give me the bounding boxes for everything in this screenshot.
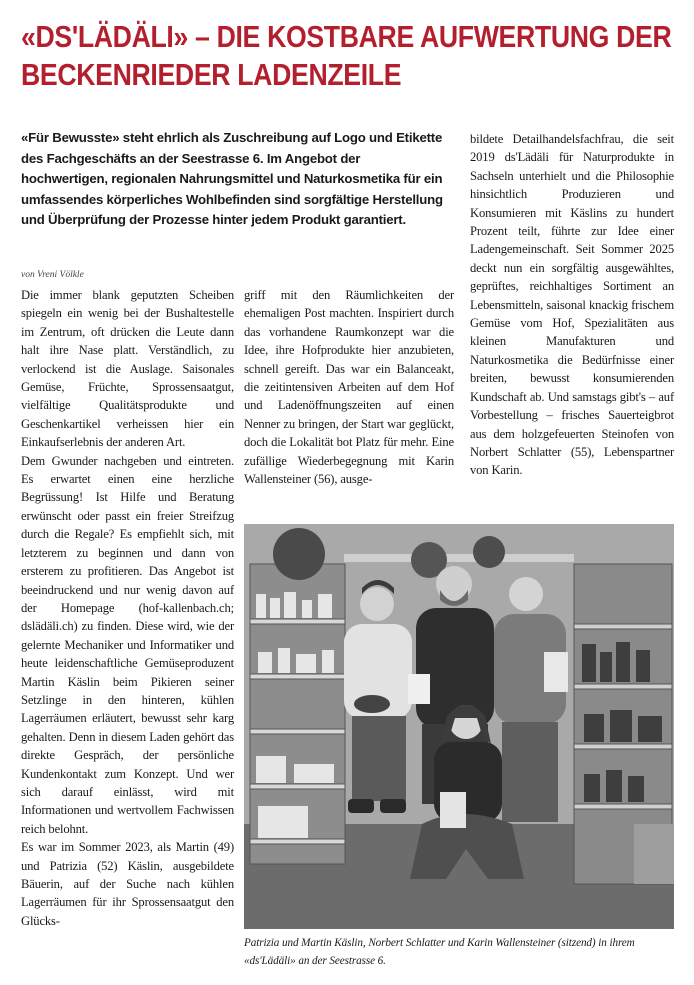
text-column-2: [244, 286, 454, 488]
body-paragraph: griff mit den Räumlichkeiten der ehemaligen Post machten. Inspiriert durch das vorhandene Raumkonzept war die Idee, ihre Hofprodukte hier anzubieten, schnell gereift. Das war ein Balanceakt, die zeitintensiven Arbeiten auf dem Hof und Ladenöffnungszeiten auf einen Nenner zu bringen, der Start war geglückt, doch die Lokalität bot Platz für mehr. Eine zufällige Wiederbegegnung mit Karin Wallensteiner (56), ausge-: [244, 288, 454, 487]
shop-photo: [244, 524, 674, 929]
lead-paragraph: «Für Bewusste» steht ehrlich als Zuschreibung auf Logo und Etikette des Fachgeschäfts an der Seestrasse 6. Im Angebot der hochwertigen, regionalen Nahrungsmittel und Naturkosmetika für ein umfassendes körperliches Wohlbefinden sind sorgfältige Herstellung und Überprüfung der Prozesse hinter jedem Produkt garantiert.: [21, 130, 443, 228]
body-paragraph: Dem Gwunder nachgeben und eintreten. Es erwartet einen eine herzliche Begrüssung! Ist Hilfe und Beratung erwünscht oder passt ein freier Streifzug durch die Regale? Es empfiehlt sich, mit letzterem zu beginnen und dann von ersterem zu profitieren. Das Angebot ist beeindruckend und nur wenig davon auf der Homepage (hof-kallenbach.ch; dslädäli.ch) zu finden. Diese wird, wie der gelernte Mechaniker und Informatiker und heute leidenschaftliche Gemüseproduzent Martin Käslin beim Pikieren seiner Setzlinge in den hinteren, kühlen Lagerräumen erläutert, bewusst sehr karg gehalten. Denn in diesem Laden gehört das direkte Gespräch, der persönliche Kundenkontakt zum Konzept. Und wer sich darauf einlässt, wird mit Informationen und wertvollem Fachwissen reich belohnt.: [21, 453, 234, 836]
author-byline: von Vreni Völkle: [21, 270, 84, 280]
shop-photo-illustration: [244, 524, 674, 929]
photo-caption: Patrizia und Martin Käslin, Norbert Schlatter und Karin Wallensteiner (sitzend) in ihrem «ds'Lädäli» an der Seestrasse 6.: [244, 937, 635, 967]
text-column-3: [470, 130, 674, 480]
body-paragraph: Es war im Sommer 2023, als Martin (49) und Patrizia (52) Käslin, ausgebildete Bäuerin, auf der Suche nach kühlen Lagerräumen für ihr Sprossensaatgut den Glücks-: [21, 840, 234, 928]
body-paragraph: Die immer blank geputzten Scheiben spiegeln ein wenig bei der Bushaltestelle im Zentrum, oft drücken die Leute dann halt ihre Nase platt. Verständlich, zu verlockend ist die Auslage. Saisonales Gemüse, Früchte, Sprossensaatgut, vielfältige Qualitätsprodukte und Geschenkartikel verheissen hier ein Einkaufserlebnis der anderen Art.: [21, 288, 234, 450]
headline: [21, 18, 672, 94]
headline-line-2: BECKENRIEDER LADENZEILE: [21, 57, 402, 92]
headline-line-1: «DS'LÄDÄLI» – DIE KOSTBARE AUFWERTUNG DER: [21, 19, 672, 54]
text-column-1: [21, 286, 234, 930]
body-paragraph: bildete Detailhandelsfachfrau, die seit 2019 ds'Lädäli für Naturprodukte in Sachseln unterhielt und die Philosophie hinsichtlich Produzieren und Konsumieren mit Käslins zu hundert Prozent teilt, führte zur Idee einer Ladengemeinschaft. Seit Sommer 2025 deckt nun ein sorgfältig ausgewähltes, geprüftes, reichhaltiges Sortiment an Lebensmitteln, saisonal knackig frischem Gemüse vom Hof, Spezialitäten aus kleinen Manufakturen und Naturkosmetika die Bedürfnisse einer breiten, bewusst konsumierenden Kundschaft ab. Und samstags gibt's – auf Vorbestellung – frisches Sauerteigbrot aus dem holzgefeuerten Steinofen von Norbert Schlatter (55), Lebenspartner von Karin.: [470, 132, 674, 478]
